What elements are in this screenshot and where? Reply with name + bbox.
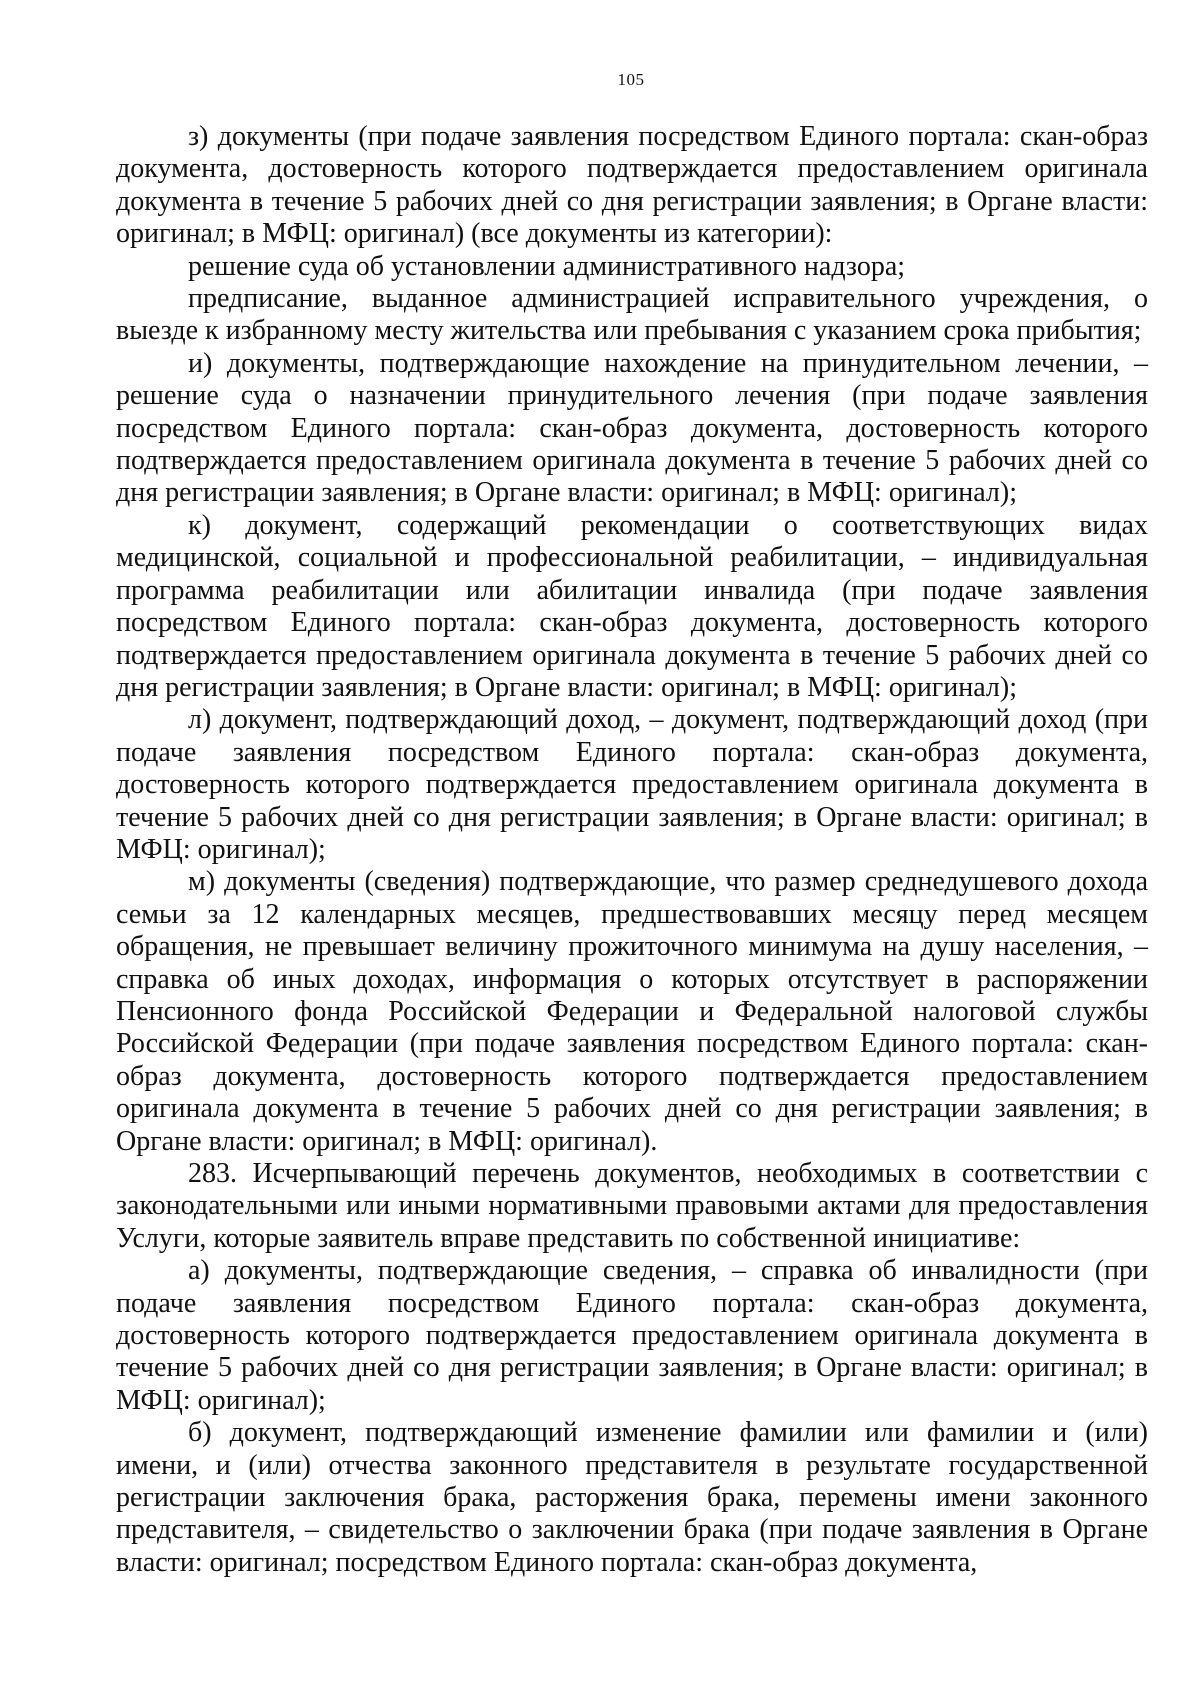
paragraph-court-decision: решение суда об установлении административного надзора;	[188, 250, 906, 282]
paragraph-b-document: б) документ, подтверждающий изменение фамилии или фамилии и (или) имени, и (или) отчества законного представителя в результате государственной регистрации заключения брака, расторжения брака, перемены имени законного представителя, – свидетельство о заключении брака (при подаче заявления в Органе власти: оригинал; посредством Единого портала: скан-образ документа,	[116, 1417, 1148, 1578]
paragraph-i-documents: и) документы, подтверждающие нахождение на принудительном лечении, – решение суда о назначении принудительного лечения (при подаче заявления посредством Единого портала: скан-образ документа, достоверность которого подтверждается предоставлением оригинала документа в течение 5 рабочих дней со дня регистрации заявления; в Органе власти: оригинал; в МФЦ: оригинал);	[116, 347, 1148, 509]
paragraph-k-document: к) документ, содержащий рекомендации о соответствующих видах медицинской, социальной и профессиональной реабилитации, – индивидуальная программа реабилитации или абилитации инвалида (при подаче заявления посредством Единого портала: скан-образ документа, достоверность которого подтверждается предоставлением оригинала документа в течение 5 рабочих дней со дня регистрации заявления; в Органе власти: оригинал; в МФЦ: оригинал);	[116, 509, 1148, 703]
paragraph-prescription: предписание, выданное администрацией исправительного учреждения, о выезде к избранному месту жительства или пребывания с указанием срока прибытия;	[116, 283, 1148, 347]
page-number: 105	[617, 70, 645, 89]
paragraph-283: 283. Исчерпывающий перечень документов, необходимых в соответствии с законодательными или иными нормативными правовыми актами для предоставления Услуги, которые заявитель вправе представить по собственной инициативе:	[116, 1158, 1148, 1254]
paragraph-l-document: л) документ, подтверждающий доход, – документ, подтверждающий доход (при подаче заявления посредством Единого портала: скан-образ документа, достоверность которого подтверждается предоставлением оригинала документа в течение 5 рабочих дней со дня регистрации заявления; в Органе власти: оригинал; в МФЦ: оригинал);	[116, 704, 1148, 865]
paragraph-a-documents: а) документы, подтверждающие сведения, – справка об инвалидности (при подаче заявления посредством Единого портала: скан-образ документа, достоверность которого подтверждается предоставлением оригинала документа в течение 5 рабочих дней со дня регистрации заявления; в Органе власти: оригинал; в МФЦ: оригинал);	[116, 1255, 1148, 1416]
paragraph-z-documents: з) документы (при подаче заявления посредством Единого портала: скан-образ документа, достоверность которого подтверждается предоставлением оригинала документа в течение 5 рабочих дней со дня регистрации заявления; в Органе власти: оригинал; в МФЦ: оригинал) (все документы из категории):	[116, 121, 1148, 250]
document-body	[116, 121, 1148, 1579]
paragraph-m-documents: м) документы (сведения) подтверждающие, что размер среднедушевого дохода семьи за 12 календарных месяцев, предшествовавших месяцу перед месяцем обращения, не превышает величину прожиточного минимума на душу населения, – справка об иных доходах, информация о которых отсутствует в распоряжении Пенсионного фонда Российской Федерации и Федеральной налоговой службы Российской Федерации (при подаче заявления посредством Единого портала: скан-образ документа, достоверность которого подтверждается предоставлением оригинала документа в течение 5 рабочих дней со дня регистрации заявления; в Органе власти: оригинал; в МФЦ: оригинал).	[116, 866, 1148, 1157]
